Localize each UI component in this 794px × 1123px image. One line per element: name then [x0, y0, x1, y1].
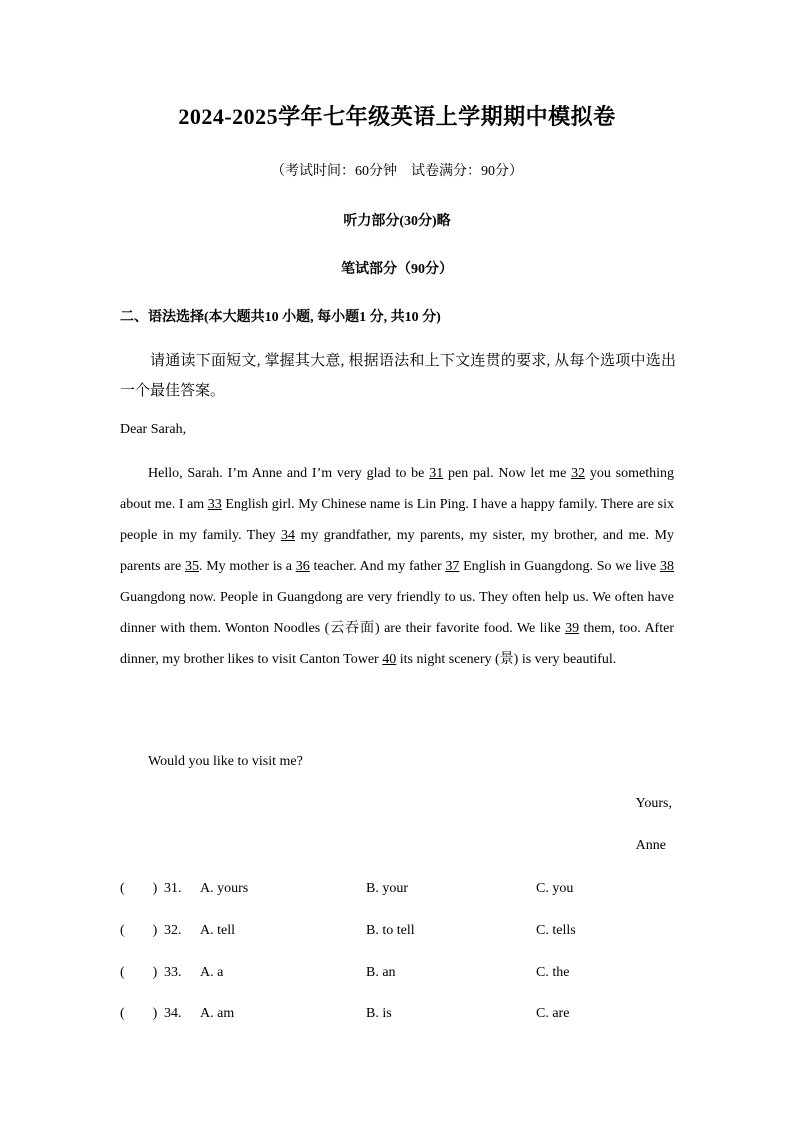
answer-blank[interactable]: ( ) — [120, 965, 158, 980]
blank-35: 35 — [184, 559, 199, 574]
listening-section-heading: 听力部分(30分)略 — [343, 214, 451, 229]
question-number: 32. — [164, 923, 182, 938]
option-c: C. you — [536, 881, 574, 896]
option-a: A. am — [200, 1006, 235, 1021]
letter-text: my grandfather, my parents, my sister, my brother, and me. My parents are — [120, 528, 674, 574]
option-c: C. the — [536, 965, 570, 980]
option-a: A. yours — [200, 881, 249, 896]
blank-31: 31 — [429, 466, 444, 481]
blank-37: 37 — [445, 559, 460, 574]
option-row-32 — [120, 923, 680, 947]
letter-text: Guangdong now. People in Guangdong are very friendly to us. They often help us. We often have dinner with them. Wonton Noodles (云吞面) are their favorite food. We like — [120, 590, 674, 636]
blank-39: 39 — [565, 621, 580, 636]
option-b: B. your — [366, 881, 408, 896]
letter-salutation: Dear Sarah, — [120, 422, 187, 437]
letter-body — [120, 458, 674, 675]
answer-blank[interactable]: ( ) — [120, 1006, 158, 1021]
blank-36: 36 — [295, 559, 310, 574]
question-group-header: 二、语法选择(本大题共10 小题, 每小题1 分, 共10 分) — [120, 310, 441, 325]
option-c: C. tells — [536, 923, 576, 938]
blank-33: 33 — [207, 497, 222, 512]
option-row-31 — [120, 881, 680, 905]
letter-text: pen pal. Now let me — [443, 466, 572, 481]
option-b: B. to tell — [366, 923, 415, 938]
letter-text: Hello, Sarah. I’m Anne and I’m very glad to be — [148, 466, 430, 481]
blank-34: 34 — [281, 528, 295, 543]
instruction-text: 请通读下面短文, 掌握其大意, 根据语法和上下文连贯的要求, 从每个选项中选出一个最佳答案。 — [120, 353, 676, 399]
exam-title: 2024-2025学年七年级英语上学期期中模拟卷 — [178, 104, 616, 129]
letter-text: its night scenery (景) is very beautiful. — [396, 652, 617, 667]
answer-blank[interactable]: ( ) — [120, 923, 158, 938]
blank-40: 40 — [382, 652, 397, 667]
question-number: 33. — [164, 965, 182, 980]
option-c: C. are — [536, 1006, 570, 1021]
question-number: 34. — [164, 1006, 182, 1021]
letter-closing-question: Would you like to visit me? — [148, 754, 303, 769]
letter-text: English girl. My Chinese name is Lin Ping. I have a happy family. There are six people in my family. They — [120, 497, 674, 543]
option-b: B. is — [366, 1006, 392, 1021]
letter-text: them, too. After dinner, my brother likes to visit Canton Tower — [120, 621, 674, 667]
exam-subtitle — [0, 160, 794, 180]
question-number: 31. — [164, 881, 182, 896]
option-row-33 — [120, 965, 680, 989]
letter-text: teacher. And my father — [309, 559, 446, 574]
answer-blank[interactable]: ( ) — [120, 881, 158, 896]
letter-text: . My mother is a — [198, 559, 296, 574]
blank-38: 38 — [659, 559, 674, 574]
option-a: A. tell — [200, 923, 235, 938]
letter-closing: Yours, — [635, 796, 672, 811]
exam-full-score: 试卷满分：90分） — [411, 164, 523, 179]
blank-32: 32 — [571, 466, 586, 481]
letter-text: you something about me. I am — [120, 466, 674, 512]
option-row-34 — [120, 1006, 680, 1030]
option-b: B. an — [366, 965, 396, 980]
writing-section-heading: 笔试部分（90分） — [341, 262, 453, 277]
exam-time: （考试时间：60分钟 — [271, 164, 397, 179]
option-a: A. a — [200, 965, 224, 980]
letter-signer: Anne — [635, 838, 666, 853]
letter-text: English in Guangdong. So we live — [459, 559, 660, 574]
